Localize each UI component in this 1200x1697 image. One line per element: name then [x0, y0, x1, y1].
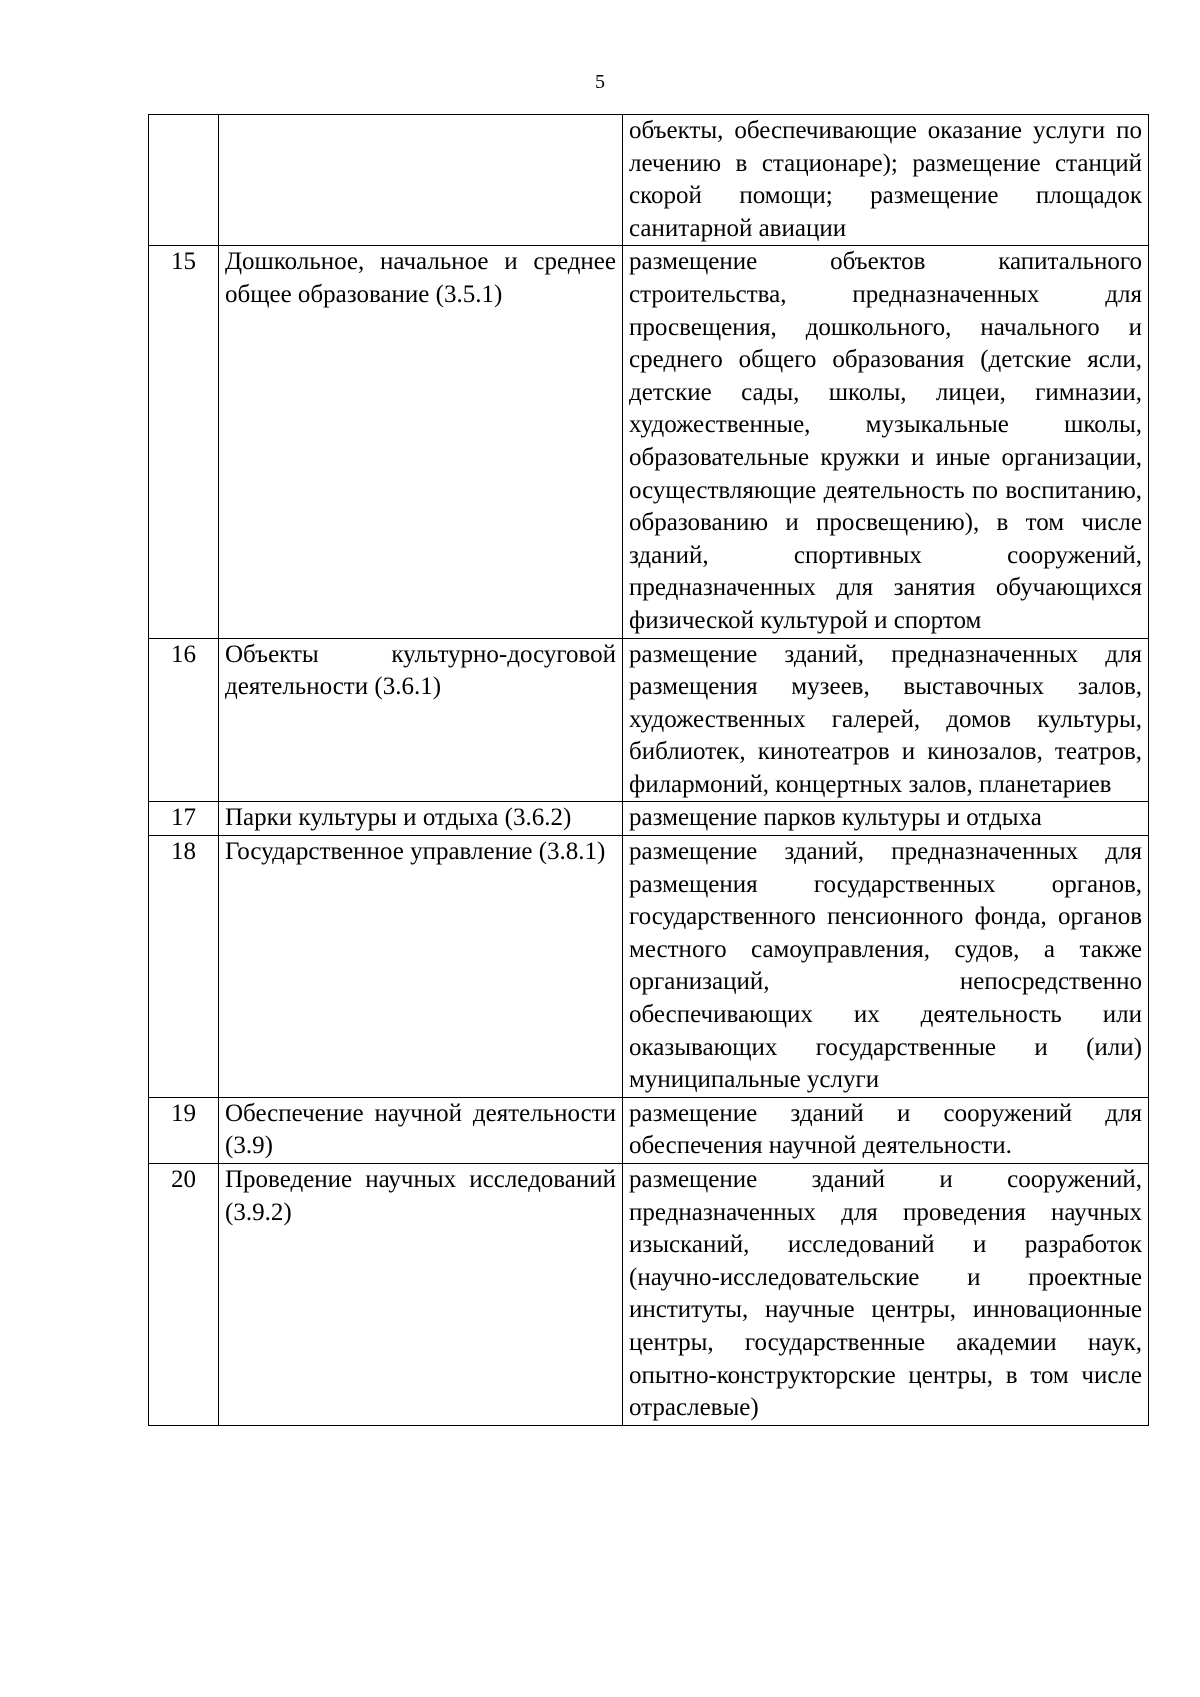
land-use-name-cell: Парки культуры и отдыха (3.6.2) [219, 802, 623, 836]
row-number-cell: 19 [149, 1097, 219, 1163]
land-use-name-cell: Государственное управление (3.8.1) [219, 836, 623, 1098]
row-number-cell [149, 115, 219, 246]
table-row [149, 115, 1149, 246]
land-use-name-cell: Обеспечение научной деятельности (3.9) [219, 1097, 623, 1163]
table-row [149, 802, 1149, 836]
table-row [149, 1164, 1149, 1426]
land-use-description-cell: размещение зданий, предназначенных для размещения государственных органов, государственного пенсионного фонда, органов местного самоуправления, судов, а также организаций, непосредственно обеспечивающих их деятельность или оказывающих государственные и (или) муниципальные услуги [623, 836, 1149, 1098]
row-number-cell: 18 [149, 836, 219, 1098]
land-use-description-cell: размещение зданий, предназначенных для размещения музеев, выставочных залов, художественных галерей, домов культуры, библиотек, кинотеатров и кинозалов, театров, филармоний, концертных залов, планетариев [623, 638, 1149, 802]
row-number-cell: 20 [149, 1164, 219, 1426]
table-row [149, 836, 1149, 1098]
land-use-description-cell: размещение парков культуры и отдыха [623, 802, 1149, 836]
land-use-description-cell: размещение объектов капитального строительства, предназначенных для просвещения, дошкольного, начального и среднего общего образования (детские ясли, детские сады, школы, лицеи, гимназии, художественные, музыкальные школы, образовательные кружки и иные организации, осуществляющие деятельность по воспитанию, образованию и просвещению), в том числе зданий, спортивных сооружений, предназначенных для занятия обучающихся физической культурой и спортом [623, 246, 1149, 638]
land-use-description-cell: размещение зданий и сооружений для обеспечения научной деятельности. [623, 1097, 1149, 1163]
land-use-name-cell: Объекты культурно-досуговой деятельности (3.6.1) [219, 638, 623, 802]
row-number-cell: 15 [149, 246, 219, 638]
table-row [149, 246, 1149, 638]
land-use-name-cell: Проведение научных исследований (3.9.2) [219, 1164, 623, 1426]
land-use-table [148, 114, 1149, 1426]
row-number-cell: 17 [149, 802, 219, 836]
page-number: 5 [595, 71, 605, 93]
table-row [149, 1097, 1149, 1163]
land-use-name-cell: Дошкольное, начальное и среднее общее образование (3.5.1) [219, 246, 623, 638]
land-use-name-cell [219, 115, 623, 246]
land-use-description-cell: размещение зданий и сооружений, предназначенных для проведения научных изысканий, исследований и разработок (научно-исследовательские и проектные институты, научные центры, инновационные центры, государственные академии наук, опытно-конструкторские центры, в том числе отраслевые) [623, 1164, 1149, 1426]
row-number-cell: 16 [149, 638, 219, 802]
table-row [149, 638, 1149, 802]
land-use-description-cell: объекты, обеспечивающие оказание услуги по лечению в стационаре); размещение станций скорой помощи; размещение площадок санитарной авиации [623, 115, 1149, 246]
